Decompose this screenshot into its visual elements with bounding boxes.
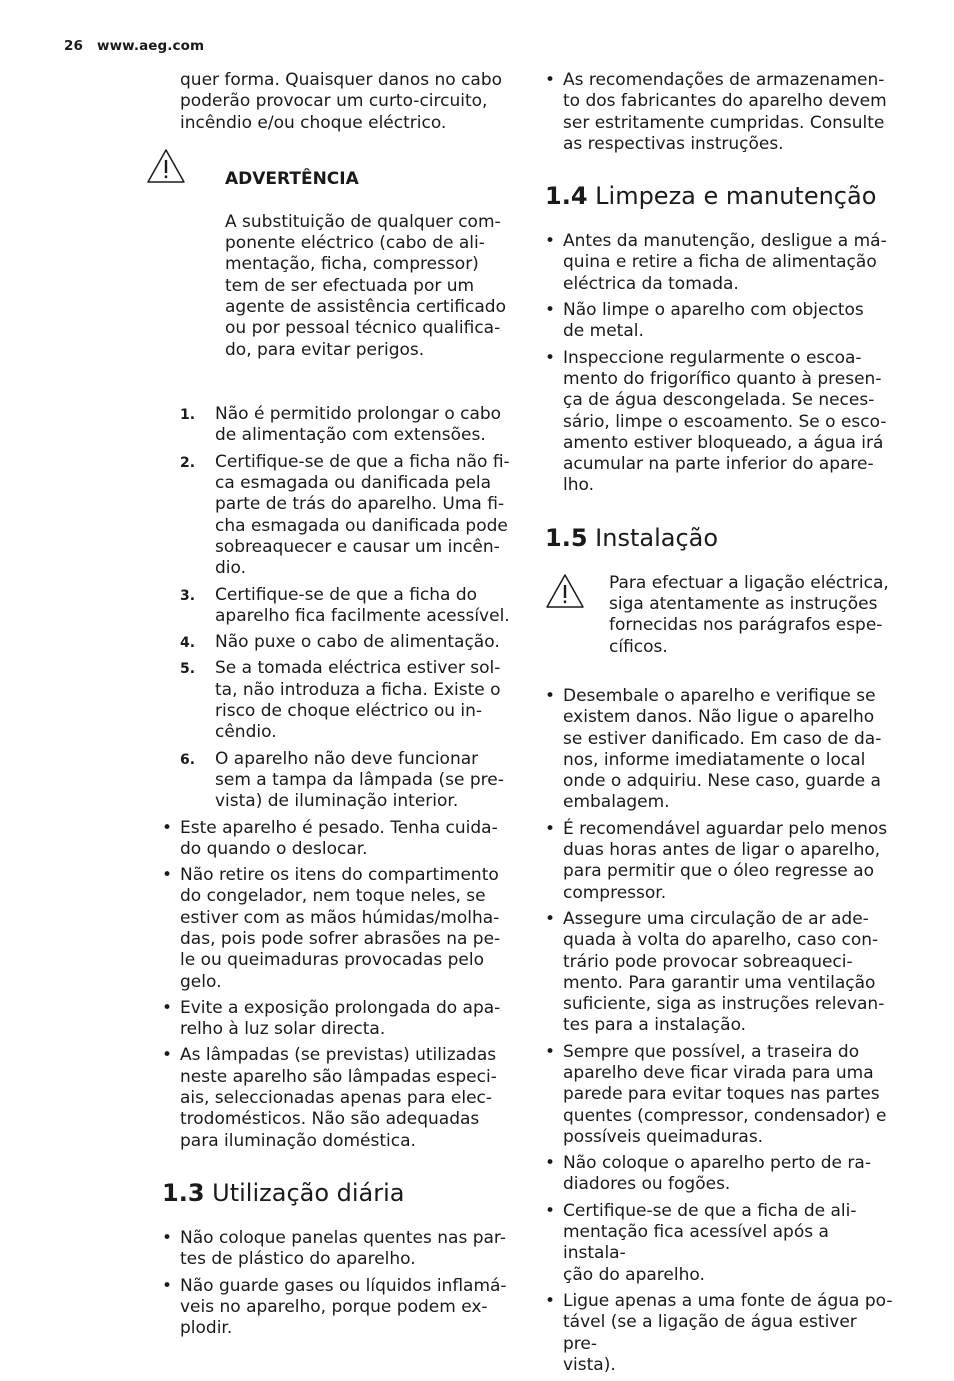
bullet-list xyxy=(162,1227,516,1339)
list-item: • Sempre que possível, a traseira do aparelho deve ficar virada para uma parede para evitar toques nas partes quentes (compressor, condensador) e possíveis queimaduras. xyxy=(545,1041,887,1147)
section-heading-1-3: 1.3 Utilização diária xyxy=(162,1178,405,1207)
bullet-list xyxy=(545,686,895,1376)
bullet-icon: • xyxy=(545,685,556,706)
page-number: 26 xyxy=(64,38,83,54)
bullet-icon: • xyxy=(162,817,173,838)
left-column xyxy=(162,70,516,1344)
bullet-icon: • xyxy=(162,865,173,886)
warning-title: ADVERTÊNCIA xyxy=(225,169,359,190)
list-item: • Antes da manutenção, desligue a má- quina e retire a ficha de alimentação eléctrica da tomada. xyxy=(545,231,887,294)
page-header xyxy=(64,38,204,54)
list-item: 1. Não é permitido prolongar o cabo de alimentação com extensões. xyxy=(180,404,502,446)
warning-box xyxy=(545,573,895,658)
list-item: 6. O aparelho não deve funcionar sem a tampa da lâmpada (se pre- vista) de iluminação interior. xyxy=(180,748,504,812)
bullet-list xyxy=(162,817,516,1152)
list-item: • Certifique-se de que a ficha de ali- mentação fica acessível após a instala- ção do aparelho. xyxy=(545,1200,857,1285)
list-item: • Evite a exposição prolongada do apa- relho à luz solar directa. xyxy=(162,997,501,1040)
list-item: 4. Não puxe o cabo de alimentação. xyxy=(180,632,500,653)
list-item: • As recomendações de armazenamen- to dos fabricantes do aparelho devem ser estritamente cumpridas. Consulte as respectivas instruções. xyxy=(545,70,887,154)
continuation-text: quer forma. Quaisquer danos no cabo poderão provocar um curto-circuito, incêndio e/ou choque eléctrico. xyxy=(180,70,503,133)
warning-triangle-icon xyxy=(545,573,585,609)
bullet-icon: • xyxy=(545,231,556,252)
numbered-list xyxy=(180,404,516,812)
bullet-icon: • xyxy=(162,1045,173,1066)
list-item: 2. Certifique-se de que a ficha não fi- ca esmagada ou danificada pela parte de trás do aparelho. Uma fi- cha esmagada ou danificada pode sobreaquecer e causar um incên- dio. xyxy=(180,451,510,579)
list-item: • Inspeccione regularmente o escoa- mento do frigorífico quanto à presen- ça de água descongelada. Se neces- sário, limpe o escoamento. Se o esco- amento estiver bloqueado, a água irá acumular na parte inferior do apare- lho. xyxy=(545,347,887,496)
bullet-icon: • xyxy=(545,1041,556,1062)
bullet-icon: • xyxy=(545,70,556,90)
list-item: • As lâmpadas (se previstas) utilizadas neste aparelho são lâmpadas especi- ais, seleccionadas apenas para elec- trodomésticos. Não são adequadas para iluminação doméstica. xyxy=(162,1045,497,1151)
list-item: • Não guarde gases ou líquidos inflamá- veis no aparelho, porque podem ex- plodir. xyxy=(162,1275,507,1339)
warning-triangle-icon xyxy=(146,148,186,184)
bullet-icon: • xyxy=(545,1290,556,1311)
list-item: 5. Se a tomada eléctrica estiver sol- ta, não introduza a ficha. Existe o risco de choque eléctrico ou in- cêndio. xyxy=(180,658,501,743)
bullet-icon: • xyxy=(545,818,556,839)
list-item: • Não coloque panelas quentes nas par- tes de plástico do aparelho. xyxy=(162,1227,506,1270)
warning-text: Para efectuar a ligação eléctrica, siga atentamente as instruções fornecidas nos parágrafos espe- cíficos. xyxy=(609,572,889,657)
list-item: • Desembale o aparelho e verifique se existem danos. Não ligue o aparelho se estiver danificado. Em caso de da- nos, informe imediatamente o local onde o adquiriu. Nese caso, guarde a embalagem. xyxy=(545,685,882,813)
bullet-icon: • xyxy=(545,908,556,929)
list-item: • Não limpe o aparelho com objectos de metal. xyxy=(545,300,864,342)
bullet-icon: • xyxy=(162,1275,173,1296)
bullet-icon: • xyxy=(545,300,556,321)
list-item: • Ligue apenas a uma fonte de água po- tável (se a ligação de água estiver pre- vista). xyxy=(545,1290,893,1375)
list-item: • Assegure uma circulação de ar ade- quada à volta do aparelho, caso con- trário pode provocar sobreaqueci- mento. Para garantir uma ventilação suficiente, siga as instruções relevan- tes para a instalação. xyxy=(545,908,885,1036)
warning-box xyxy=(180,148,516,382)
right-column xyxy=(545,70,895,1381)
bullet-icon: • xyxy=(162,1227,173,1248)
warning-text: A substituição de qualquer com- ponente eléctrico (cabo de ali- mentação, ficha, compressor) tem de ser efectuada por um agente de assistência certificado ou por pessoal técnico qualifica- do, para evitar perigos. xyxy=(225,211,506,360)
site-url: www.aeg.com xyxy=(97,38,205,54)
list-item: • Este aparelho é pesado. Tenha cuida- do quando o deslocar. xyxy=(162,817,498,859)
bullet-icon: • xyxy=(162,997,173,1018)
list-item: • É recomendável aguardar pelo menos duas horas antes de ligar o aparelho, para permitir que o óleo regresse ao compressor. xyxy=(545,818,888,903)
bullet-icon: • xyxy=(545,347,556,368)
bullet-list xyxy=(545,231,895,497)
list-item: • Não coloque o aparelho perto de ra- diadores ou fogões. xyxy=(545,1153,871,1195)
section-heading-1-4: 1.4 Limpeza e manutenção xyxy=(545,182,877,211)
bullet-icon: • xyxy=(545,1200,556,1221)
list-item: • Não retire os itens do compartimento do congelador, nem toque neles, se estiver com as mãos húmidas/molha- das, pois pode sofrer abrasões na pe- le ou queimaduras provocadas pelo gelo. xyxy=(162,865,501,992)
bullet-icon: • xyxy=(545,1153,556,1174)
list-item: 3. Certifique-se de que a ficha do aparelho fica facilmente acessível. xyxy=(180,584,510,626)
bullet-list xyxy=(545,70,895,155)
section-heading-1-5: 1.5 Instalação xyxy=(545,523,719,552)
